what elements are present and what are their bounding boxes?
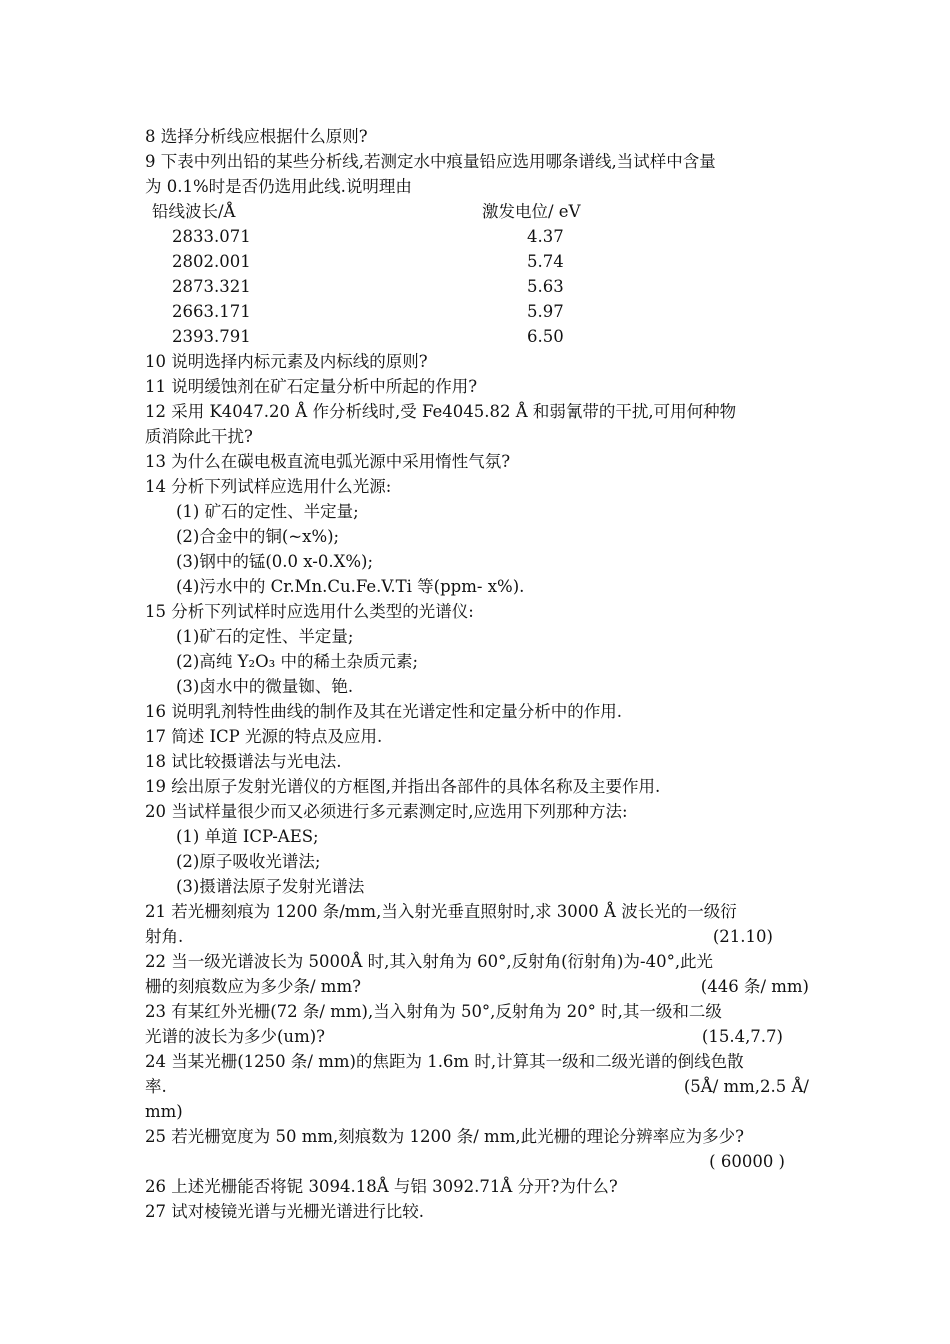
answer-22: (446 条/ mm) [700, 977, 809, 996]
question-15-item: (2)高纯 Y₂O₃ 中的稀土杂质元素; [176, 652, 419, 671]
question-23-cont [145, 1024, 815, 1049]
question-16: 16 说明乳剂特性曲线的制作及其在光谱定性和定量分析中的作用. [145, 702, 622, 721]
question-21: 21 若光栅刻痕为 1200 条/mm,当入射光垂直照射时,求 3000 Å 波长光的一级衍 [145, 902, 737, 921]
question-9: 9 下表中列出铅的某些分析线,若测定水中痕量铅应选用哪条谱线,当试样中含量 [145, 152, 716, 171]
table-cell-potential: 5.63 [527, 277, 564, 296]
answer-21: (21.10) [712, 927, 773, 946]
table-cell-potential: 4.37 [527, 227, 564, 246]
question-20: 20 当试样量很少而又必须进行多元素测定时,应选用下列那种方法: [145, 802, 628, 821]
question-14: 14 分析下列试样应选用什么光源: [145, 477, 392, 496]
table-cell-potential: 5.74 [527, 252, 564, 271]
question-21-cont [145, 924, 815, 949]
question-18: 18 试比较摄谱法与光电法. [145, 752, 342, 771]
question-24-text: 率. [145, 1077, 167, 1096]
question-19: 19 绘出原子发射光谱仪的方框图,并指出各部件的具体名称及主要作用. [145, 777, 661, 796]
question-22: 22 当一级光谱波长为 5000Å 时,其入射角为 60°,反射角(衍射角)为-40°,此光 [145, 952, 714, 971]
question-14-item: (1) 矿石的定性、半定量; [176, 502, 359, 521]
question-10: 10 说明选择内标元素及内标线的原则? [145, 352, 428, 371]
question-9-cont: 为 0.1%时是否仍选用此线.说明理由 [145, 177, 412, 196]
question-23-text: 光谱的波长为多少(um)? [145, 1027, 325, 1046]
table-header-potential: 激发电位/ eV [482, 202, 581, 221]
table-cell-potential: 5.97 [527, 302, 564, 321]
answer-24-cont: mm) [145, 1102, 183, 1121]
question-24: 24 当某光栅(1250 条/ mm)的焦距为 1.6m 时,计算其一级和二级光谱的倒线色散 [145, 1052, 744, 1071]
question-15: 15 分析下列试样时应选用什么类型的光谱仪: [145, 602, 474, 621]
question-22-cont [145, 974, 815, 999]
question-12: 12 采用 K4047.20 Å 作分析线时,受 Fe4045.82 Å 和弱氰带的干扰,可用何种物 [145, 402, 737, 421]
question-23: 23 有某红外光栅(72 条/ mm),当入射角为 50°,反射角为 20° 时,其一级和二级 [145, 1002, 722, 1021]
question-24-cont [145, 1074, 815, 1099]
question-22-text: 栅的刻痕数应为多少条/ mm? [145, 977, 361, 996]
question-27: 27 试对棱镜光谱与光栅光谱进行比较. [145, 1202, 424, 1221]
question-17: 17 简述 ICP 光源的特点及应用. [145, 727, 383, 746]
question-25: 25 若光栅宽度为 50 mm,刻痕数为 1200 条/ mm,此光栅的理论分辨率应为多少? [145, 1127, 744, 1146]
table-cell-wavelength: 2663.171 [172, 302, 251, 321]
question-26: 26 上述光栅能否将铌 3094.18Å 与铝 3092.71Å 分开?为什么? [145, 1177, 618, 1196]
question-25-answer-line [145, 1149, 815, 1174]
question-8: 8 选择分析线应根据什么原则? [145, 127, 368, 146]
table-cell-wavelength: 2833.071 [172, 227, 251, 246]
question-20-item: (2)原子吸收光谱法; [176, 852, 321, 871]
table-cell-wavelength: 2802.001 [172, 252, 251, 271]
question-11: 11 说明缓蚀剂在矿石定量分析中所起的作用? [145, 377, 478, 396]
table-cell-potential: 6.50 [527, 327, 564, 346]
answer-25: ( 60000 ) [709, 1152, 785, 1171]
answer-24: (5Å/ mm,2.5 Å/ [683, 1077, 809, 1096]
question-14-item: (3)钢中的锰(0.0 x-0.X%); [176, 552, 374, 571]
question-13: 13 为什么在碳电极直流电弧光源中采用惰性气氛? [145, 452, 511, 471]
answer-23: (15.4,7.7) [701, 1027, 783, 1046]
question-14-item: (2)合金中的铜(~x%); [176, 527, 340, 546]
table-cell-wavelength: 2393.791 [172, 327, 251, 346]
question-15-item: (3)卤水中的微量铷、铯. [176, 677, 354, 696]
question-15-item: (1)矿石的定性、半定量; [176, 627, 354, 646]
question-14-item: (4)污水中的 Cr.Mn.Cu.Fe.V.Ti 等(ppm- x%). [176, 577, 525, 596]
question-20-item: (1) 单道 ICP-AES; [176, 827, 319, 846]
table-header-wavelength: 铅线波长/Å [152, 202, 236, 221]
question-12-cont: 质消除此干扰? [145, 427, 253, 446]
question-21-text: 射角. [145, 927, 184, 946]
table-cell-wavelength: 2873.321 [172, 277, 251, 296]
question-20-item: (3)摄谱法原子发射光谱法 [176, 877, 365, 896]
